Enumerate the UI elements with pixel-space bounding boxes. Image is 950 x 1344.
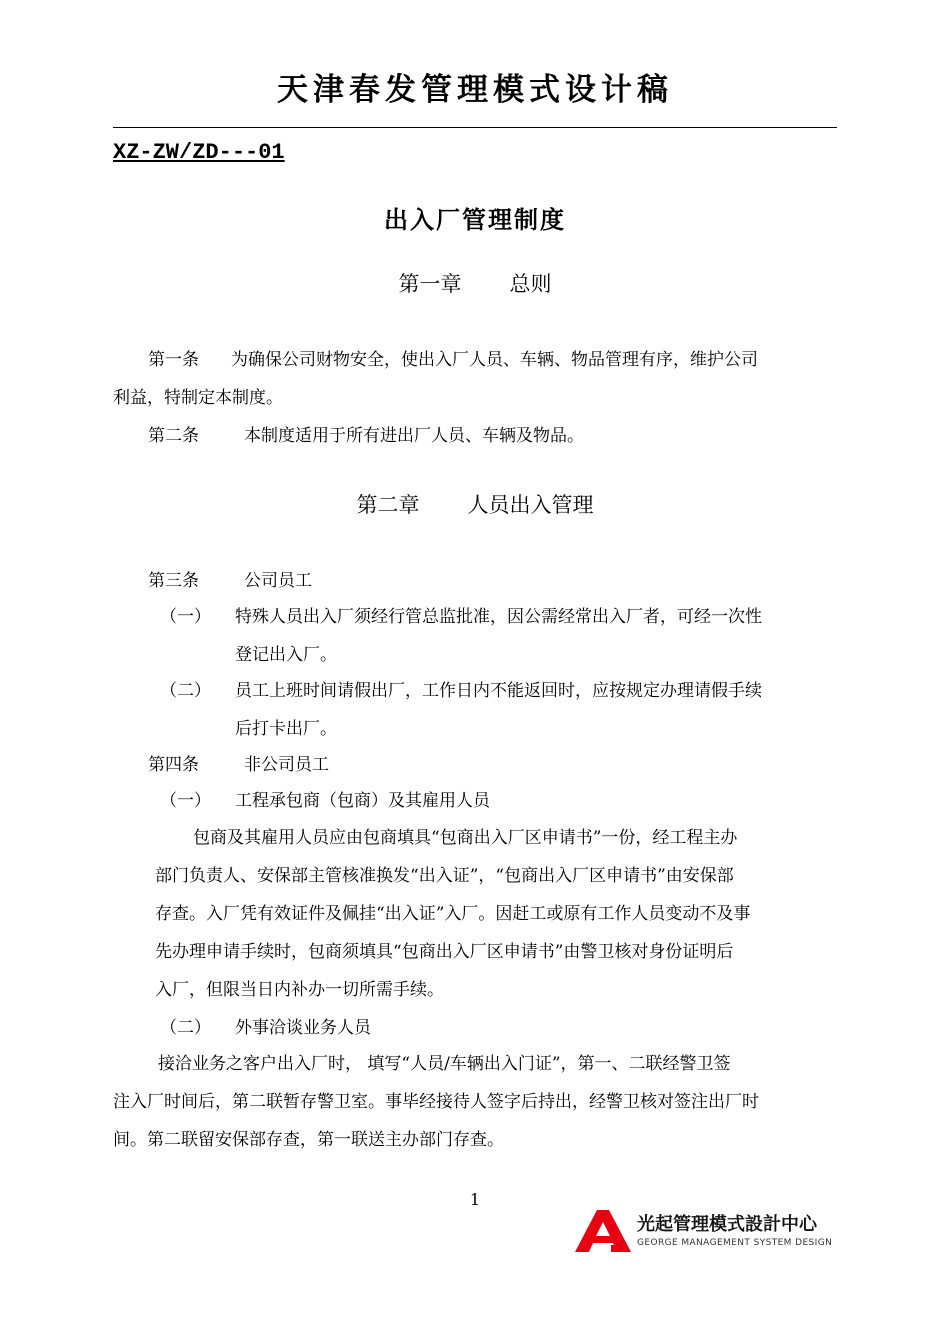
article-4-item-1-paragraph-line: 入厂，但限当日内补办一切所需手续。 (155, 980, 444, 1000)
page-number: 1 (469, 1190, 481, 1209)
chapter-2-heading (0, 489, 950, 519)
article-4-item-2-paragraph-line: 注入厂时间后，第二联暂存警卫室。事毕经接待人签字后持出，经警卫核对签注出厂时 (113, 1092, 759, 1112)
banner-title: 天津春发管理模式设计稿 (277, 72, 673, 108)
article-4-item-1-paragraph-line: 包商及其雇用人员应由包商填具“包商出入厂区申请书”一份，经工程主办 (193, 828, 738, 848)
chapter-1-name: 总则 (509, 272, 552, 296)
article-2-label: 第二条 (148, 426, 199, 446)
article-3-item-1-line-2: 登记出入厂。 (235, 645, 337, 665)
article-4-heading: 非公司员工 (244, 755, 329, 775)
article-1-line-1: 为确保公司财物安全，使出入厂人员、车辆、物品管理有序，维护公司 (231, 350, 758, 370)
article-3-label: 第三条 (148, 571, 199, 591)
header-divider (113, 127, 837, 128)
chapter-1-heading (0, 268, 950, 298)
chapter-2-number: 第二章 (356, 493, 420, 517)
logo-a-mark-icon (575, 1210, 631, 1252)
article-4-item-2-paragraph-line: 间。第二联留安保部存查，第一联送主办部门存查。 (113, 1130, 504, 1150)
logo-chinese-name: 光起管理模式設計中心 (637, 1214, 817, 1235)
article-1-line-2: 利益，特制定本制度。 (113, 388, 283, 408)
article-4-item-1-heading: 工程承包商（包商）及其雇用人员 (235, 791, 490, 811)
article-2-text: 本制度适用于所有进出厂人员、车辆及物品。 (244, 426, 584, 446)
article-4-item-1-paragraph-line: 存查。入厂凭有效证件及佩挂“出入证”入厂。因赶工或原有工作人员变动不及事 (155, 904, 751, 924)
chapter-1-number: 第一章 (398, 272, 462, 296)
article-3-heading: 公司员工 (244, 571, 312, 591)
document-title: 出入厂管理制度 (384, 206, 566, 234)
article-3-item-1-line-1: 特殊人员出入厂须经行管总监批准，因公需经常出入厂者，可经一次性 (235, 607, 762, 627)
article-4-item-1-number: （一） (160, 791, 211, 811)
article-3-item-1-number: （一） (160, 607, 211, 627)
article-4-item-1-paragraph-line: 部门负责人、安保部主管核准换发“出入证”，“包商出入厂区申请书”由安保部 (155, 866, 734, 886)
article-4-item-2-paragraph-line: 接洽业务之客户出入厂时， 填写“人员/车辆出入门证”，第一、二联经警卫签 (158, 1054, 731, 1074)
document-code: XZ-ZW/ZD---01 (113, 140, 285, 165)
article-3-item-2-line-2: 后打卡出厂。 (235, 719, 337, 739)
article-4-label: 第四条 (148, 755, 199, 775)
article-1-label: 第一条 (148, 350, 199, 370)
article-4-item-1-paragraph-line: 先办理申请手续时，包商须填具“包商出入厂区申请书”由警卫核对身份证明后 (155, 942, 734, 962)
article-3-item-2-line-1: 员工上班时间请假出厂，工作日内不能返回时，应按规定办理请假手续 (235, 681, 762, 701)
logo-english-name: GEORGE MANAGEMENT SYSTEM DESIGN (637, 1238, 833, 1248)
chapter-2-name: 人员出入管理 (467, 493, 594, 517)
article-4-item-2-number: （二） (160, 1018, 211, 1038)
article-3-item-2-number: （二） (160, 681, 211, 701)
company-logo (575, 1208, 840, 1253)
article-4-item-2-heading: 外事洽谈业务人员 (235, 1018, 371, 1038)
